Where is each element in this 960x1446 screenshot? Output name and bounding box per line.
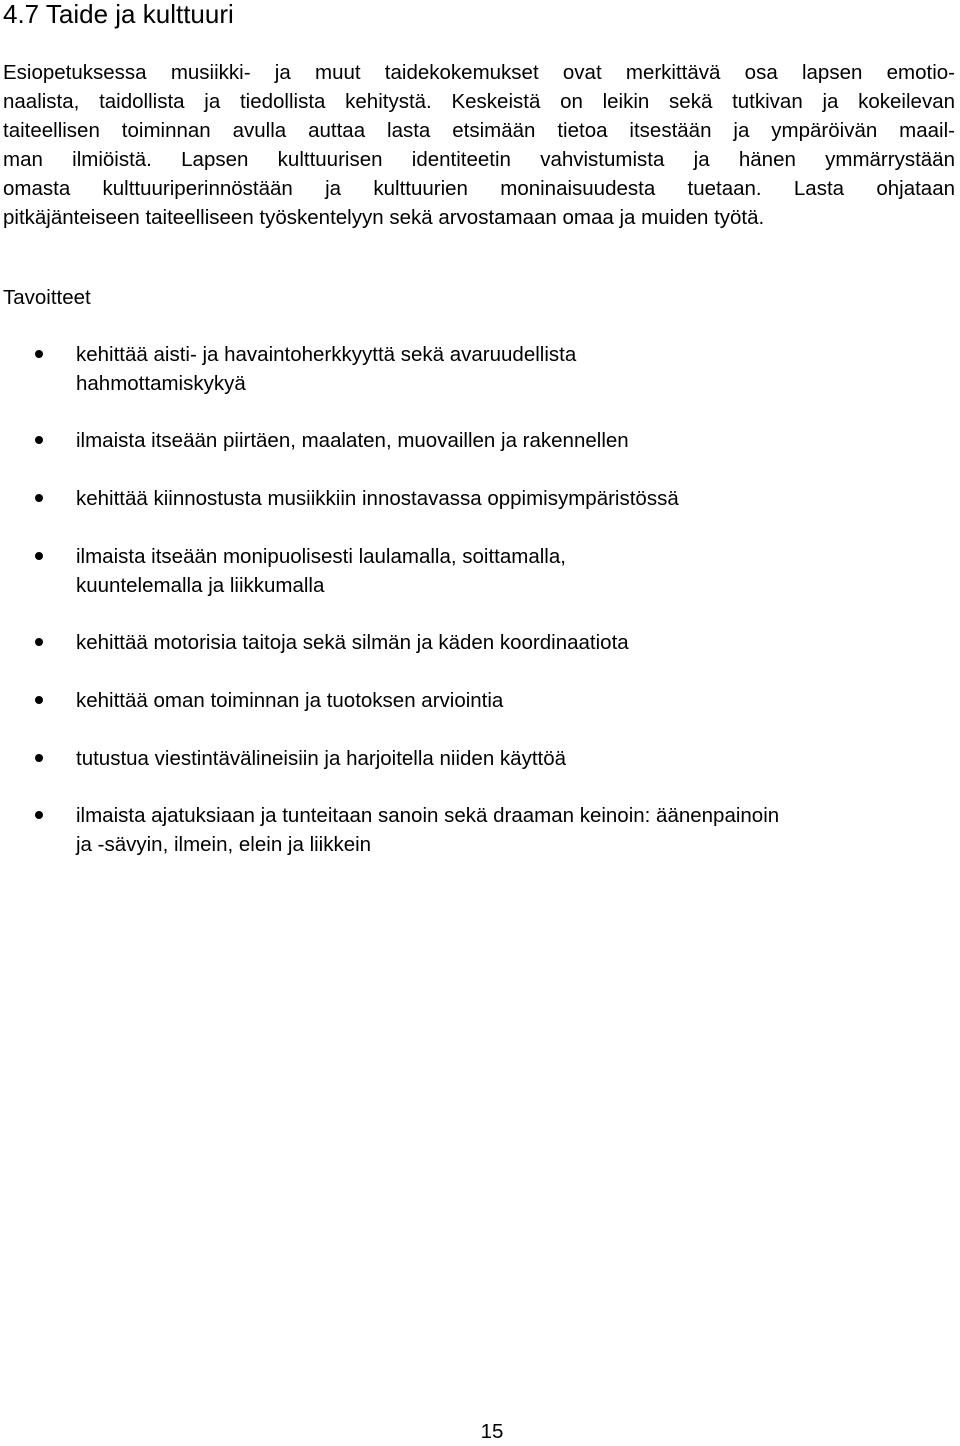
goal-line: ilmaista ajatuksiaan ja tunteitaan sanoin sekä draaman keinoin: äänenpainoin: [76, 804, 780, 827]
intro-line: taiteellisen toiminnan avulla auttaa lasta etsimään tietoa itsestään ja ympäröivän maail-: [3, 119, 955, 142]
goal-line: hahmottamiskykyä: [76, 372, 246, 395]
bullet-icon: [35, 811, 43, 819]
goal-line: kuuntelemalla ja liikkumalla: [76, 574, 325, 597]
bullet-icon: [35, 494, 43, 502]
goal-line: kehittää kiinnostusta musiikkiin innostavassa oppimisympäristössä: [76, 487, 679, 510]
bullet-icon: [35, 436, 43, 444]
goal-line: kehittää oman toiminnan ja tuotoksen arviointia: [76, 689, 504, 712]
intro-line: naalista, taidollista ja tiedollista kehitystä. Keskeistä on leikin sekä tutkivan ja kokeilevan: [3, 90, 955, 113]
goal-text: [76, 340, 926, 398]
goal-text: [76, 801, 926, 859]
bullet-icon: [35, 552, 43, 560]
goal-line: kehittää motorisia taitoja sekä silmän ja käden koordinaatiota: [76, 631, 629, 654]
bullet-icon: [35, 696, 43, 704]
page-number: 15: [480, 1420, 504, 1443]
bullet-icon: [35, 754, 43, 762]
bullet-icon: [35, 350, 43, 358]
goal-line: ilmaista itseään monipuolisesti laulamalla, soittamalla,: [76, 545, 566, 568]
goal-line: ja -sävyin, ilmein, elein ja liikkein: [76, 833, 372, 856]
intro-line: omasta kulttuuriperinnöstään ja kulttuurien moninaisuudesta tuetaan. Lasta ohjataan: [3, 177, 955, 200]
goal-line: kehittää aisti- ja havaintoherkkyyttä sekä avaruudellista: [76, 343, 577, 366]
goal-text: [76, 628, 926, 657]
goal-line: ilmaista itseään piirtäen, maalaten, muovaillen ja rakennellen: [76, 429, 629, 452]
intro-line: pitkäjänteiseen taiteelliseen työskentelyyn sekä arvostamaan omaa ja muiden työtä.: [3, 206, 765, 229]
section-heading: 4.7 Taide ja kulttuuri: [3, 0, 234, 29]
goal-text: [76, 744, 926, 773]
intro-line: Esiopetuksessa musiikki- ja muut taidekokemukset ovat merkittävä osa lapsen emotio-: [3, 61, 955, 84]
goals-heading: Tavoitteet: [3, 286, 91, 309]
goal-text: [76, 542, 926, 600]
goal-text: [76, 426, 926, 455]
intro-line: man ilmiöistä. Lapsen kulttuurisen identiteetin vahvistumista ja hänen ymmärrystään: [3, 148, 955, 171]
bullet-icon: [35, 638, 43, 646]
intro-paragraph: [3, 58, 955, 232]
goal-line: tutustua viestintävälineisiin ja harjoitella niiden käyttöä: [76, 747, 567, 770]
goal-text: [76, 484, 926, 513]
goal-text: [76, 686, 926, 715]
